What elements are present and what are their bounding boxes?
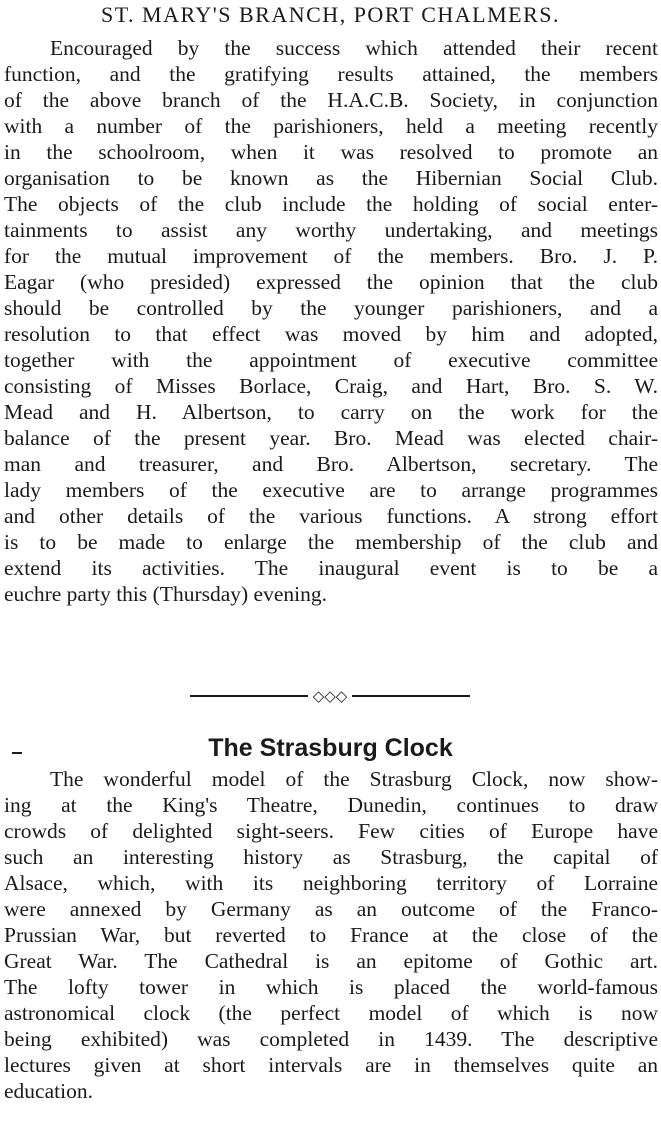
article-body-st-marys — [4, 35, 658, 607]
body-line: Prussian War, but reverted to France at the close of the — [4, 923, 658, 947]
article-headline-st-marys: ST. MARY'S BRANCH, PORT CHALMERS. — [100, 2, 561, 27]
body-line: Eagar (who presided) expressed the opinion that the club — [4, 270, 658, 294]
article-body-strasburg-clock — [4, 766, 658, 1104]
body-line: for the mutual improvement of the members. Bro. J. P. — [4, 244, 658, 268]
body-line: in the schoolroom, when it was resolved to promote an — [4, 140, 658, 164]
body-line: of the above branch of the H.A.C.B. Society, in conjunction — [4, 88, 658, 112]
divider-rule-left — [190, 695, 308, 697]
body-line: lectures given at short intervals are in themselves quite an — [4, 1053, 658, 1077]
body-line: The lofty tower in which is placed the world-famous — [4, 975, 658, 999]
body-line: such an interesting history as Strasburg, the capital of — [4, 845, 658, 869]
body-line: resolution to that effect was moved by him and adopted, — [4, 322, 658, 346]
body-line: is to be made to enlarge the membership of the club and — [4, 530, 658, 554]
body-line: consisting of Misses Borlace, Craig, and Hart, Bro. S. W. — [4, 374, 658, 398]
body-line: Great War. The Cathedral is an epitome of Gothic art. — [4, 949, 658, 973]
body-line: education. — [4, 1079, 93, 1103]
body-line: Mead and H. Albertson, to carry on the work for the — [4, 400, 658, 424]
body-line: The objects of the club include the holding of social enter- — [4, 192, 658, 216]
body-line: and other details of the various functions. A strong effort — [4, 504, 658, 528]
body-line: man and treasurer, and Bro. Albertson, secretary. The — [4, 452, 658, 476]
body-line: organisation to be known as the Hibernian Social Club. — [4, 166, 658, 190]
body-line: together with the appointment of executive committee — [4, 348, 658, 372]
divider-rule-right — [352, 695, 470, 697]
body-line: ing at the King's Theatre, Dunedin, continues to draw — [4, 793, 658, 817]
body-line: extend its activities. The inaugural event is to be a — [4, 556, 658, 580]
body-line: balance of the present year. Bro. Mead was elected chair- — [4, 426, 658, 450]
body-line: should be controlled by the younger parishioners, and a — [4, 296, 658, 320]
body-line: astronomical clock (the perfect model of which is now — [4, 1001, 658, 1025]
body-line: The wonderful model of the Strasburg Clock, now show- — [50, 767, 658, 791]
body-line: euchre party this (Thursday) evening. — [4, 582, 327, 606]
body-line: tainments to assist any worthy undertaking, and meetings — [4, 218, 658, 242]
body-line: function, and the gratifying results attained, the members — [4, 62, 658, 86]
body-line: lady members of the executive are to arrange programmes — [4, 478, 658, 502]
body-line: Encouraged by the success which attended their recent — [50, 36, 658, 60]
body-line: being exhibited) was completed in 1439. The descriptive — [4, 1027, 658, 1051]
body-line: were annexed by Germany as an outcome of the Franco- — [4, 897, 658, 921]
article-headline-strasburg-clock: The Strasburg Clock — [208, 734, 453, 762]
body-line: Alsace, which, with its neighboring territory of Lorraine — [4, 871, 658, 895]
section-divider — [190, 685, 470, 707]
diamond-ornament-icon: ◇◇◇ — [312, 687, 348, 705]
body-line: crowds of delighted sight-seers. Few cities of Europe have — [4, 819, 658, 843]
body-line: with a number of the parishioners, held a meeting recently — [4, 114, 658, 138]
